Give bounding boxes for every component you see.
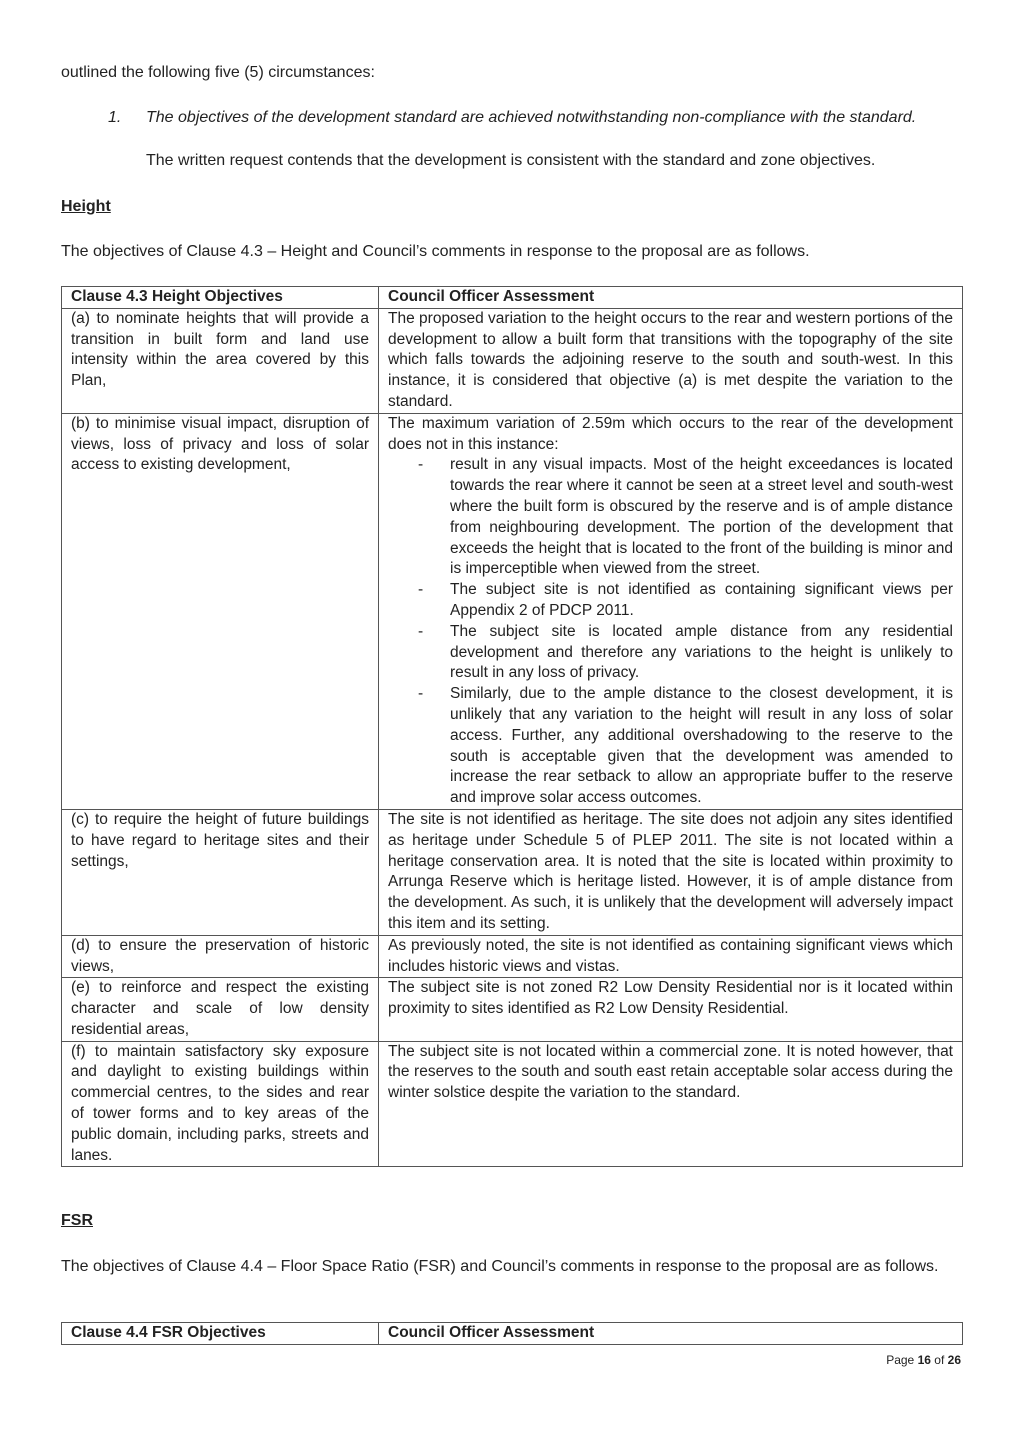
item-body: The written request contends that the development is consistent with the standard and zone objectives. [146, 152, 876, 169]
intro-text: outlined the following five (5) circumstances: [61, 64, 375, 81]
table-row [62, 978, 963, 1041]
column-header-assessment: Council Officer Assessment [379, 287, 963, 309]
assessment-cell [379, 413, 963, 809]
assessment-cell: The subject site is not zoned R2 Low Density Residential nor is it located within proximity to sites identified as R2 Low Density Residential. [379, 978, 963, 1041]
item-text: The objectives of the development standard are achieved notwithstanding non-compliance with the standard. [146, 109, 917, 126]
column-header-objectives: Clause 4.4 FSR Objectives [62, 1323, 379, 1345]
height-description: The objectives of Clause 4.3 – Height and Council’s comments in response to the proposal are as follows. [61, 243, 810, 260]
height-heading: Height [61, 198, 111, 215]
column-header-objectives: Clause 4.3 Height Objectives [62, 287, 379, 309]
total-pages: 26 [947, 1353, 961, 1367]
assessment-cell: The proposed variation to the height occurs to the rear and western portions of the development to allow a built form that transitions with the topography of the site which falls towards the adjoining reserve to the south and south-west. In this instance, it is considered that objective (a) is met despite the variation to the standard. [379, 308, 963, 413]
list-item: - result in any visual impacts. Most of the height exceedances is located towards the rear where it cannot be seen at a street level and south-west where the built form is obscured by the reserve and is of ample distance from neighbouring development. The portion of the development that exceeds the height that is located to the front of the building is minor and is imperceptible when viewed from the street. [388, 455, 953, 580]
table-row [62, 308, 963, 413]
current-page: 16 [917, 1353, 931, 1367]
objective-cell: (f) to maintain satisfactory sky exposure and daylight to existing buildings within commercial centres, to the sides and rear of tower forms and to key areas of the public domain, including parks, streets and lanes. [62, 1041, 379, 1167]
fsr-description: The objectives of Clause 4.4 – Floor Space Ratio (FSR) and Council’s comments in response to the proposal are as follows. [61, 1258, 939, 1275]
page-of: of [934, 1353, 945, 1367]
objective-cell: (c) to require the height of future buildings to have regard to heritage sites and their settings, [62, 809, 379, 935]
fsr-heading: FSR [61, 1212, 93, 1229]
table-row [62, 809, 963, 935]
list-item: - The subject site is located ample distance from any residential development and therefore any variations to the height is unlikely to result in any loss of privacy. [388, 622, 953, 684]
height-objectives-table [61, 286, 963, 1167]
table-header-row [62, 1323, 963, 1345]
table-row [62, 413, 963, 809]
table-row [62, 1041, 963, 1167]
table-row [62, 935, 963, 978]
assessment-cell: The site is not identified as heritage. The site does not adjoin any sites identified as heritage under Schedule 5 of PLEP 2011. The site is not located within a heritage conservation area. It is noted that the site is located within proximity to Arrunga Reserve which is heritage listed. However, it is of ample distance from the development. As such, it is unlikely that the development will adversely impact this item and its setting. [379, 809, 963, 935]
objective-cell: (a) to nominate heights that will provide a transition in built form and land use intensity within the area covered by this Plan, [62, 308, 379, 413]
list-item: - The subject site is not identified as containing significant views per Appendix 2 of PDCP 2011. [388, 580, 953, 622]
assessment-cell: As previously noted, the site is not identified as containing significant views which includes historic views and vistas. [379, 935, 963, 978]
objective-cell: (e) to reinforce and respect the existing character and scale of low density residential areas, [62, 978, 379, 1041]
fsr-objectives-table [61, 1322, 963, 1345]
list-item: - Similarly, due to the ample distance to the closest development, it is unlikely that any variation to the height will result in any loss of solar access. Further, any additional overshadowing to the reserve to the south is acceptable given that the development was amended to increase the rear setback to allow an appropriate buffer to the reserve and improve solar access outcomes. [388, 684, 953, 809]
page-number [886, 1353, 961, 1367]
item-number: 1. [108, 109, 122, 126]
objective-cell: (d) to ensure the preservation of historic views, [62, 935, 379, 978]
numbered-item [108, 108, 978, 128]
table-header-row [62, 287, 963, 309]
assessment-lead: The maximum variation of 2.59m which occurs to the rear of the development does not in this instance: [388, 414, 953, 453]
column-header-assessment: Council Officer Assessment [379, 1323, 963, 1345]
objective-cell: (b) to minimise visual impact, disruption of views, loss of privacy and loss of solar access to existing development, [62, 413, 379, 809]
assessment-cell: The subject site is not located within a commercial zone. It is noted however, that the reserves to the south and south east retain acceptable solar access during the winter solstice despite the variation to the standard. [379, 1041, 963, 1167]
page-prefix: Page [886, 1353, 915, 1367]
assessment-list [388, 455, 953, 809]
